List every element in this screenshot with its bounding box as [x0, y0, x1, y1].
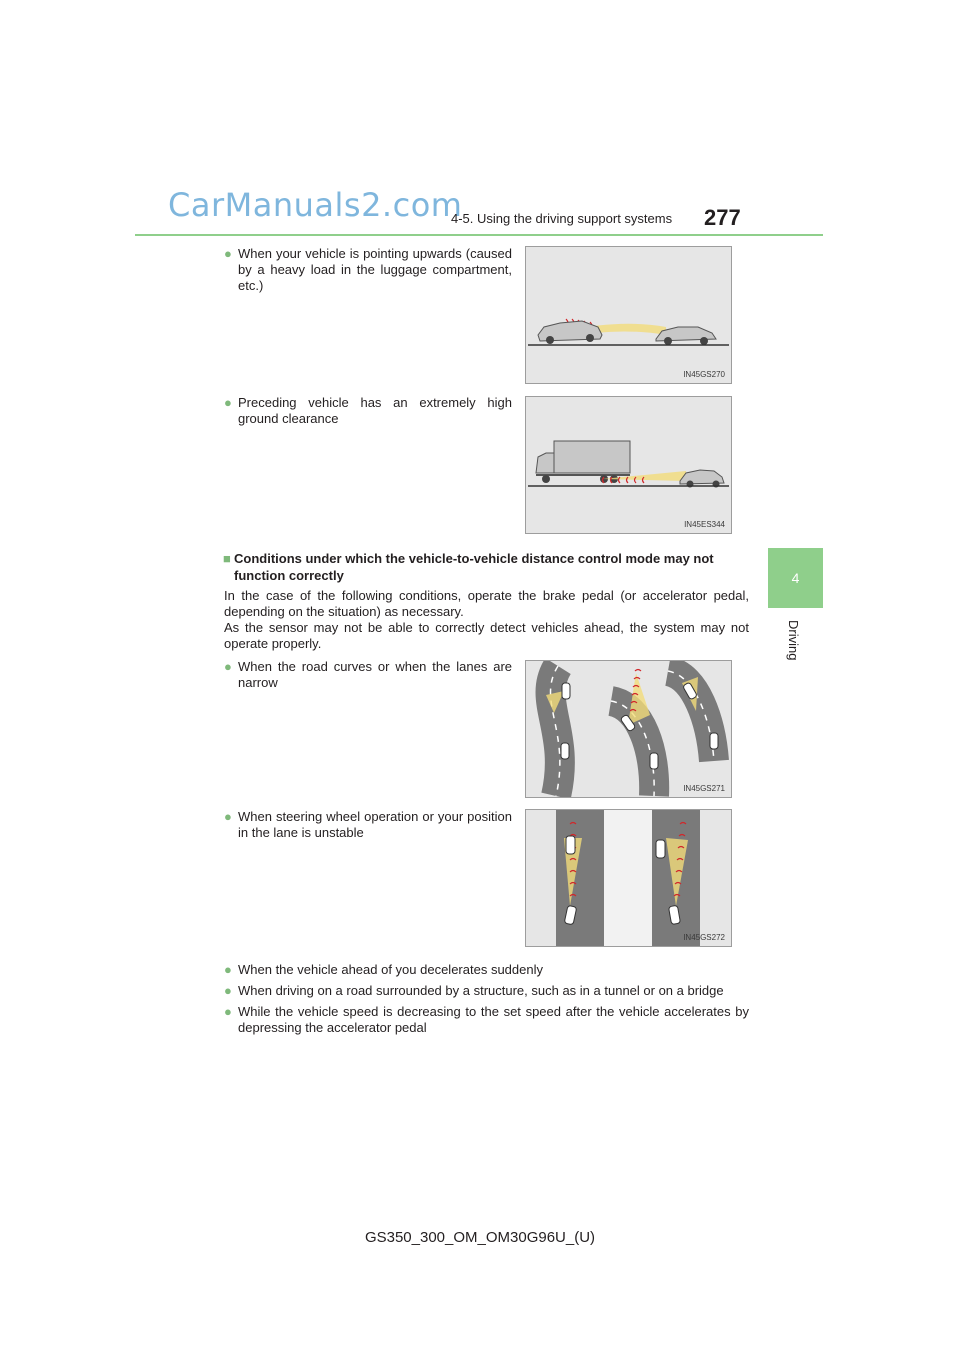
bullet-dot-icon: ● [224, 962, 232, 977]
figure-high-clearance-truck [525, 396, 732, 534]
high-clearance-truck-illustration [526, 397, 731, 533]
bullet-dot-icon: ● [224, 395, 232, 410]
header-rule [135, 234, 823, 236]
figure-unstable-lane-position [525, 809, 732, 947]
chapter-label: Driving [786, 620, 801, 661]
bullet-text: When the vehicle ahead of you decelerates suddenly [238, 962, 543, 977]
figure-curved-roads [525, 660, 732, 798]
figure-code: IN45GS271 [683, 784, 725, 793]
bullet-item [224, 983, 749, 999]
figure-code: IN45GS272 [683, 933, 725, 942]
page-number: 277 [704, 205, 741, 230]
bullet-item [224, 246, 512, 294]
own-car-icon [680, 470, 724, 488]
bullet-item [224, 809, 512, 841]
bullet-text: When driving on a road surrounded by a structure, such as in a tunnel or on a bridge [238, 983, 724, 998]
bullet-dot-icon: ● [224, 983, 232, 998]
figure-code: IN45ES344 [684, 520, 725, 529]
section-title: 4-5. Using the driving support systems [451, 211, 673, 226]
bullet-item [224, 659, 512, 691]
footer-document-code: GS350_300_OM_OM30G96U_(U) [364, 1229, 596, 1246]
bullet-dot-icon: ● [224, 1004, 232, 1019]
vehicle-pointing-up-illustration [526, 247, 731, 383]
bullet-text: Preceding vehicle has an extremely high ground clearance [238, 395, 512, 426]
bullet-text: While the vehicle speed is decreasing to the set speed after the vehicle accelerates by depressing the accelerator pedal [238, 1004, 749, 1035]
bullet-item [224, 395, 512, 427]
bullet-dot-icon: ● [224, 659, 232, 674]
truck-icon [536, 441, 630, 483]
curved-roads-illustration [526, 661, 731, 797]
paragraph-line-2: As the sensor may not be able to correctly detect vehicles ahead, the system may not operate properly. [224, 620, 749, 651]
figure-code: IN45GS270 [683, 370, 725, 379]
bullet-item [224, 1004, 749, 1036]
figure-vehicle-pointing-up [525, 246, 732, 384]
bullet-text: When steering wheel operation or your position in the lane is unstable [238, 809, 512, 840]
square-bullet-icon: ■ [223, 551, 231, 566]
bullet-text: When the road curves or when the lanes are narrow [238, 659, 512, 690]
bullet-dot-icon: ● [224, 246, 232, 261]
own-car-icon [538, 321, 602, 344]
bullet-dot-icon: ● [224, 809, 232, 824]
bullet-text: When your vehicle is pointing upwards (caused by a heavy load in the luggage compartment, etc.) [238, 246, 512, 293]
bullet-item [224, 962, 749, 978]
condition-paragraph [224, 588, 749, 652]
unstable-lane-illustration [526, 810, 731, 946]
paragraph-line-1: In the case of the following conditions, operate the brake pedal (or accelerator pedal, depending on the situation) as necessary. [224, 588, 749, 619]
condition-heading: ■ Conditions under which the vehicle-to-vehicle distance control mode may not function correctly [223, 551, 714, 583]
watermark-logo: CarManuals2.com [168, 186, 463, 224]
chapter-number: 4 [791, 570, 800, 586]
